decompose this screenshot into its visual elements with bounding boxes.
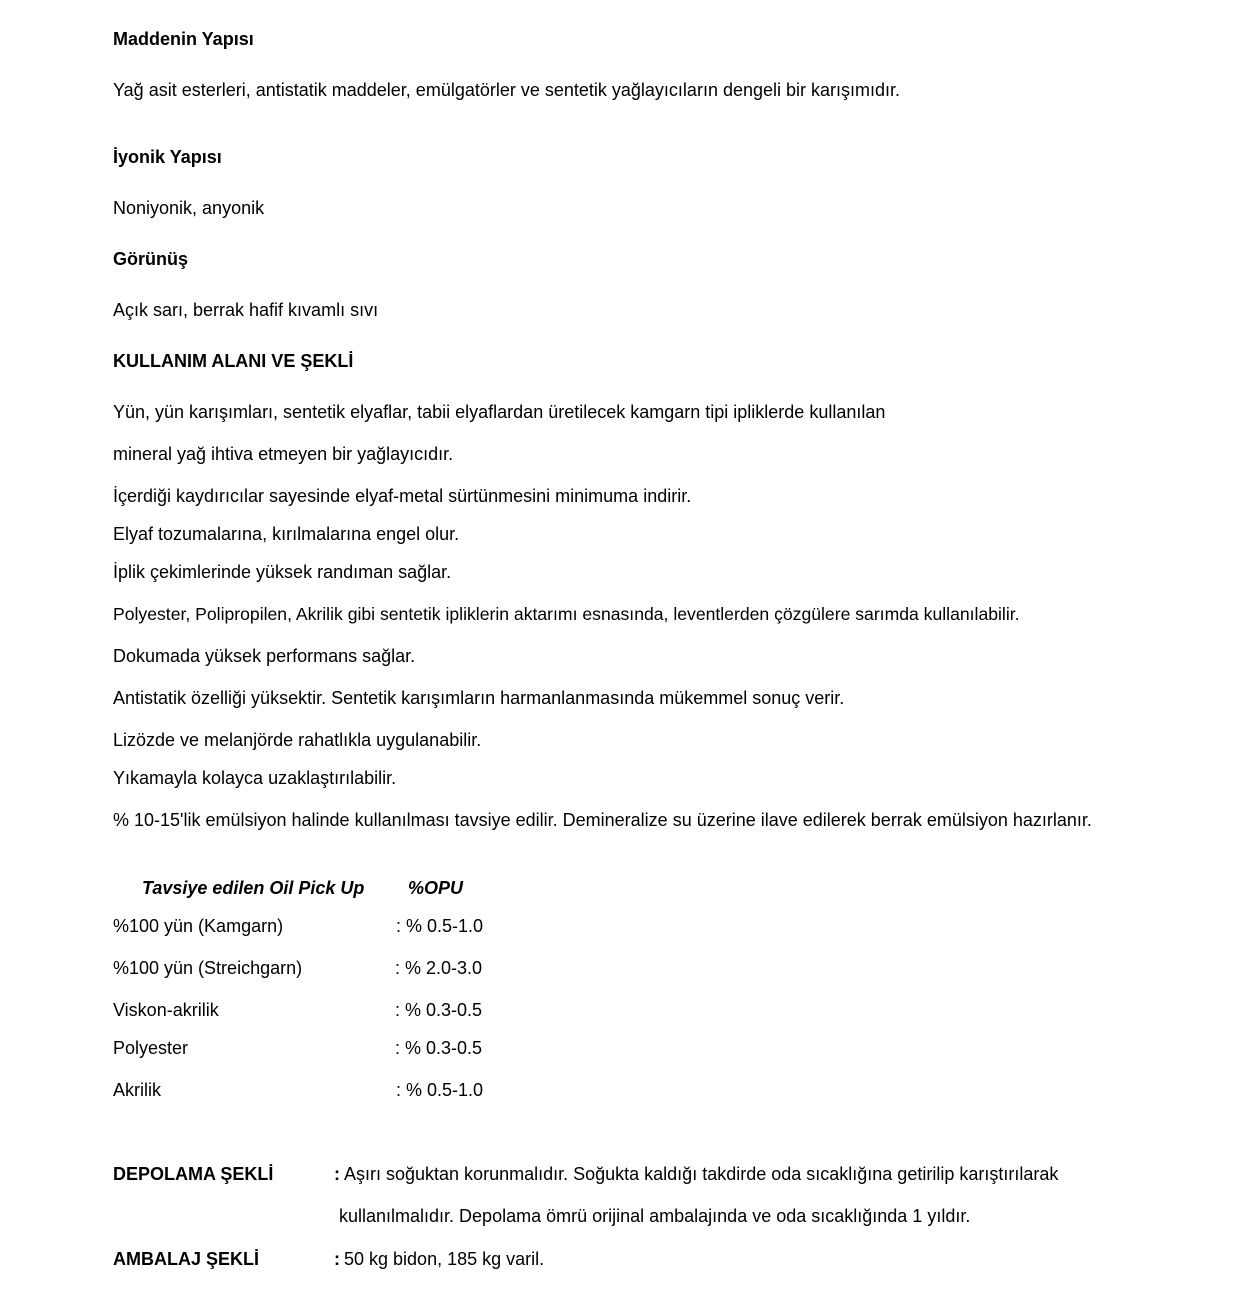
storage-text-line1: Aşırı soğuktan korunmalıdır. Soğukta kaldığı takdirde oda sıcaklığına getirilip karıştırılarak bbox=[344, 1164, 1059, 1184]
storage-text-line2: kullanılmalıdır. Depolama ömrü orijinal ambalajında ve oda sıcaklığında 1 yıldır. bbox=[339, 1206, 971, 1226]
opu-row-label: Viskon-akrilik bbox=[113, 1000, 219, 1020]
opu-row-label: %100 yün (Kamgarn) bbox=[113, 916, 284, 936]
gorunus-text: Açık sarı, berrak hafif kıvamlı sıvı bbox=[113, 300, 379, 320]
opu-row-value: : % 2.0-3.0 bbox=[395, 958, 483, 978]
usage-line: Elyaf tozumalarına, kırılmalarına engel olur. bbox=[113, 524, 460, 544]
usage-line: % 10-15'lik emülsiyon halinde kullanılması tavsiye edilir. Demineralize su üzerine ilave edilerek berrak emülsiyon hazırlanır. bbox=[113, 810, 1092, 830]
usage-line: Yün, yün karışımları, sentetik elyaflar, tabii elyaflardan üretilecek kamgarn tipi ipliklerde kullanılan bbox=[113, 402, 886, 422]
kullanim-title: KULLANIM ALANI VE ŞEKLİ bbox=[113, 351, 354, 371]
opu-row-label: Polyester bbox=[113, 1038, 189, 1058]
opu-row-label: Akrilik bbox=[113, 1080, 161, 1100]
opu-header-value: %OPU bbox=[408, 878, 464, 898]
storage-title: DEPOLAMA ŞEKLİ bbox=[113, 1164, 274, 1184]
iyonik-text: Noniyonik, anyonik bbox=[113, 198, 265, 218]
usage-line: İçerdiği kaydırıcılar sayesinde elyaf-metal sürtünmesini minimuma indirir. bbox=[113, 486, 692, 506]
usage-line: Yıkamayla kolayca uzaklaştırılabilir. bbox=[113, 768, 397, 788]
iyonik-title: İyonik Yapısı bbox=[113, 147, 222, 167]
packaging-title: AMBALAJ ŞEKLİ bbox=[113, 1249, 260, 1269]
madde-text: Yağ asit esterleri, antistatik maddeler, emülgatörler ve sentetik yağlayıcıların dengeli bir karışımıdır. bbox=[113, 80, 901, 100]
usage-line: İplik çekimlerinde yüksek randıman sağlar. bbox=[113, 562, 452, 582]
usage-line: mineral yağ ihtiva etmeyen bir yağlayıcıdır. bbox=[113, 444, 454, 464]
opu-row-value: : % 0.5-1.0 bbox=[396, 1080, 484, 1100]
usage-line: Dokumada yüksek performans sağlar. bbox=[113, 646, 416, 666]
opu-row-value: : % 0.3-0.5 bbox=[395, 1000, 483, 1020]
usage-line: Polyester, Polipropilen, Akrilik gibi sentetik ipliklerin aktarımı esnasında, leventlerden çözgülere sarımda kullanılabilir. bbox=[113, 604, 1020, 624]
madde-title: Maddenin Yapısı bbox=[113, 29, 254, 49]
gorunus-title: Görünüş bbox=[113, 249, 188, 269]
usage-line: Antistatik özelliği yüksektir. Sentetik karışımların harmanlanmasında mükemmel sonuç verir. bbox=[113, 688, 845, 708]
opu-row-value: : % 0.5-1.0 bbox=[396, 916, 484, 936]
usage-line: Lizözde ve melanjörde rahatlıkla uygulanabilir. bbox=[113, 730, 482, 750]
opu-row-value: : % 0.3-0.5 bbox=[395, 1038, 483, 1058]
packaging-colon: : bbox=[334, 1249, 340, 1269]
packaging-text: 50 kg bidon, 185 kg varil. bbox=[344, 1249, 545, 1269]
opu-header-label: Tavsiye edilen Oil Pick Up bbox=[142, 878, 365, 898]
opu-row-label: %100 yün (Streichgarn) bbox=[113, 958, 303, 978]
storage-colon: : bbox=[334, 1164, 340, 1184]
